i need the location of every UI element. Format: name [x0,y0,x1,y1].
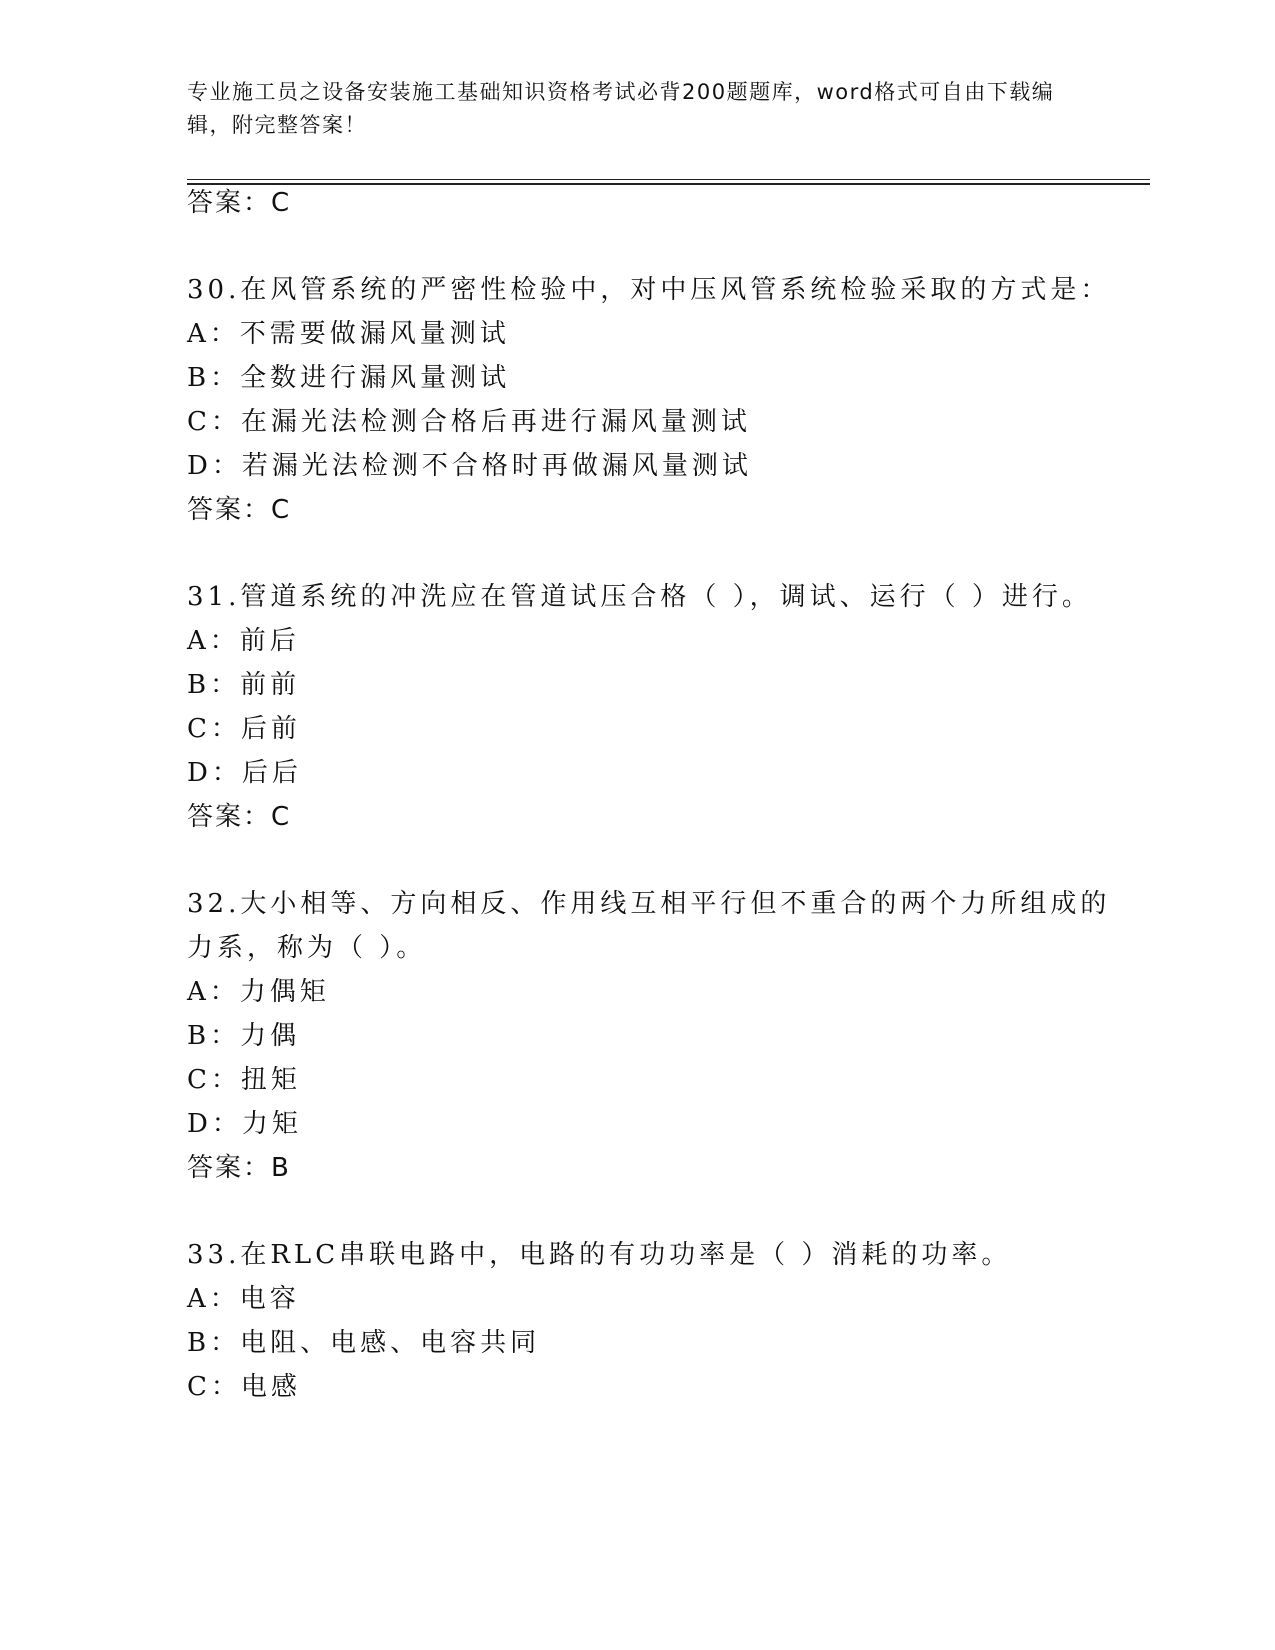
question-33-stem: 33.在RLC串联电路中，电路的有功功率是（ ）消耗的功率。 [187,1240,1012,1270]
question-33-option-c: C：电感 [187,1372,301,1402]
question-31-option-a: A：前后 [187,626,300,656]
question-32-option-b: B：力偶 [187,1021,301,1051]
header-divider-thin [187,179,1150,180]
previous-question-answer: 答案：C [187,188,292,218]
question-32-option-c: C：扭矩 [187,1065,301,1095]
question-31-answer: 答案：C [187,802,292,832]
question-33-option-b: B：电阻、电感、电容共同 [187,1328,541,1358]
question-31-option-b: B：前前 [187,670,301,700]
question-33-option-a: A：电容 [187,1284,300,1314]
document-header-title: 专业施工员之设备安装施工基础知识资格考试必背200题题库，word格式可自由下载编辑，附完整答案！ [187,80,1055,137]
question-30-stem: 30.在风管系统的严密性检验中，对中压风管系统检验采取的方式是： [187,275,1111,305]
question-32-stem-line-1: 32.大小相等、方向相反、作用线互相平行但不重合的两个力所组成的 [187,889,1111,919]
question-32-stem-line-2: 力系，称为（ ）。 [187,933,427,963]
question-30-option-d: D：若漏光法检测不合格时再做漏风量测试 [187,451,752,481]
question-30-option-b: B：全数进行漏风量测试 [187,363,511,393]
question-30-answer: 答案：C [187,495,292,525]
header-divider-thick [187,183,1150,185]
question-30-option-c: C：在漏光法检测合格后再进行漏风量测试 [187,407,751,437]
question-32-answer: 答案：B [187,1153,291,1183]
question-31-option-d: D：后后 [187,758,302,788]
question-30-option-a: A：不需要做漏风量测试 [187,319,510,349]
question-32-option-d: D：力矩 [187,1109,302,1139]
question-32-option-a: A：力偶矩 [187,977,330,1007]
question-31-option-c: C：后前 [187,714,301,744]
question-31-stem: 31.管道系统的冲洗应在管道试压合格（ ），调试、运行（ ）进行。 [187,582,1092,612]
